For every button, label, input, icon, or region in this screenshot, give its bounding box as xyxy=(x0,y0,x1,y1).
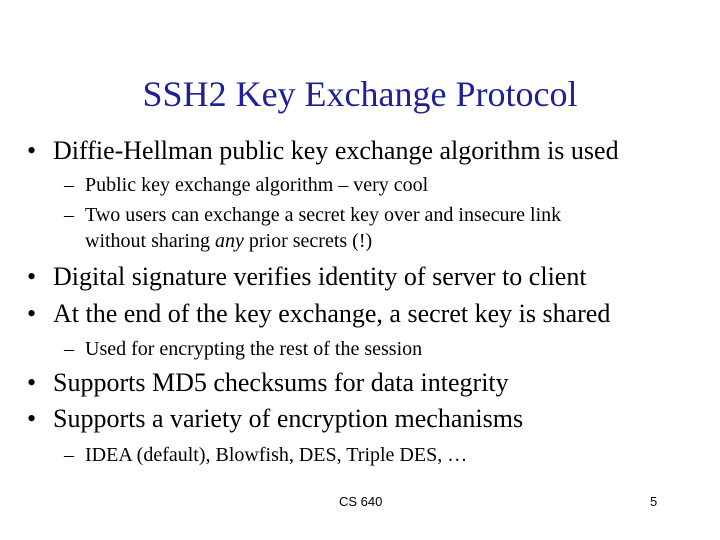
sub-bullet-marker: – xyxy=(64,338,74,360)
emphasis-text: any xyxy=(215,230,244,252)
slide-title: SSH2 Key Exchange Protocol xyxy=(142,74,578,114)
sub-bullet-continuation xyxy=(85,229,372,253)
bullet-text: At the end of the key exchange, a secret key is shared xyxy=(53,299,611,328)
sub-bullet-text: Two users can exchange a secret key over and insecure link xyxy=(85,204,562,226)
sub-bullet-marker: – xyxy=(64,174,74,196)
bullet-marker: • xyxy=(27,404,37,433)
bullet-text: Supports a variety of encryption mechanisms xyxy=(53,404,524,433)
bullet-text: Diffie-Hellman public key exchange algorithm is used xyxy=(53,136,619,165)
bullet-marker: • xyxy=(27,299,37,328)
footer-course: CS 640 xyxy=(339,494,383,509)
sub-bullet-marker: – xyxy=(64,444,74,466)
bullet-marker: • xyxy=(27,368,37,397)
continuation-text: prior secrets (!) xyxy=(243,230,373,252)
sub-bullet-text: IDEA (default), Blowfish, DES, Triple DES, … xyxy=(85,444,468,466)
bullet-text: Supports MD5 checksums for data integrity xyxy=(53,368,509,397)
bullet-marker: • xyxy=(27,262,37,291)
bullet-text: Digital signature verifies identity of server to client xyxy=(53,262,587,291)
footer-page-number: 5 xyxy=(650,494,658,509)
sub-bullet-text: Public key exchange algorithm – very cool xyxy=(85,174,429,196)
sub-bullet-marker: – xyxy=(64,204,74,226)
continuation-text: without sharing xyxy=(85,230,215,252)
bullet-marker: • xyxy=(27,136,37,165)
sub-bullet-text: Used for encrypting the rest of the session xyxy=(85,338,423,360)
